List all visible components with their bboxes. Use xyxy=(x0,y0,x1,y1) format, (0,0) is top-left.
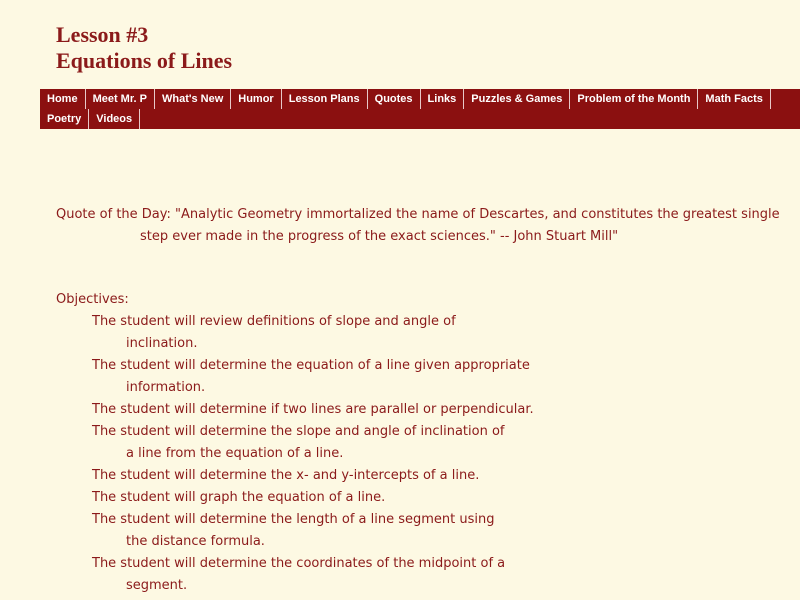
nav-link-links[interactable]: Links xyxy=(421,89,465,109)
objective-text: The student will determine the coordinates of the midpoint of a xyxy=(92,556,506,571)
objective-item xyxy=(56,553,800,597)
main-content xyxy=(56,204,800,597)
objective-text-continued: inclination. xyxy=(126,336,198,351)
objective-text-continued: segment. xyxy=(126,578,188,593)
objective-text: The student will determine the slope and angle of inclination of xyxy=(92,424,505,439)
nav-link-problem-of-the-month[interactable]: Problem of the Month xyxy=(570,89,698,109)
objective-text-continued: the distance formula. xyxy=(126,534,265,549)
objective-item xyxy=(56,355,800,399)
page-header xyxy=(56,22,232,74)
quote-line-2: step ever made in the progress of the exact sciences." -- John Stuart Mill" xyxy=(140,229,619,244)
objective-item xyxy=(56,421,800,465)
nav-bar xyxy=(40,89,800,129)
nav-link-videos[interactable]: Videos xyxy=(89,109,140,129)
nav-link-poetry[interactable]: Poetry xyxy=(40,109,89,129)
objective-item xyxy=(56,487,800,509)
nav-link-whats-new[interactable]: What's New xyxy=(155,89,231,109)
objective-text-continued: information. xyxy=(126,380,206,395)
objective-item xyxy=(56,509,800,553)
nav-row-2 xyxy=(40,109,140,129)
page-title: Equations of Lines xyxy=(56,48,233,73)
nav-link-home[interactable]: Home xyxy=(40,89,86,109)
objective-text-continued: a line from the equation of a line. xyxy=(126,446,344,461)
nav-row-1 xyxy=(40,89,771,109)
quote-of-the-day xyxy=(56,204,800,248)
objective-text: The student will determine the length of a line segment using xyxy=(92,512,495,527)
nav-link-quotes[interactable]: Quotes xyxy=(368,89,421,109)
quote-line-1: Quote of the Day: "Analytic Geometry immortalized the name of Descartes, and constitutes the greatest single xyxy=(56,207,780,222)
objective-item xyxy=(56,465,800,487)
objective-text: The student will determine if two lines are parallel or perpendicular. xyxy=(92,402,534,417)
nav-link-math-facts[interactable]: Math Facts xyxy=(698,89,770,109)
objectives-list xyxy=(56,311,800,597)
objective-text: The student will review definitions of slope and angle of xyxy=(92,314,456,329)
nav-link-puzzles-games[interactable]: Puzzles & Games xyxy=(464,89,570,109)
objectives-heading: Objectives: xyxy=(56,292,129,307)
objective-text: The student will determine the x- and y-intercepts of a line. xyxy=(92,468,480,483)
objective-text: The student will determine the equation of a line given appropriate xyxy=(92,358,530,373)
objective-item xyxy=(56,399,800,421)
objective-text: The student will graph the equation of a line. xyxy=(92,490,386,505)
lesson-number: Lesson #3 xyxy=(56,22,149,47)
nav-link-humor[interactable]: Humor xyxy=(231,89,281,109)
objective-item xyxy=(56,311,800,355)
nav-link-meet-mr-p[interactable]: Meet Mr. P xyxy=(86,89,155,109)
nav-link-lesson-plans[interactable]: Lesson Plans xyxy=(282,89,368,109)
